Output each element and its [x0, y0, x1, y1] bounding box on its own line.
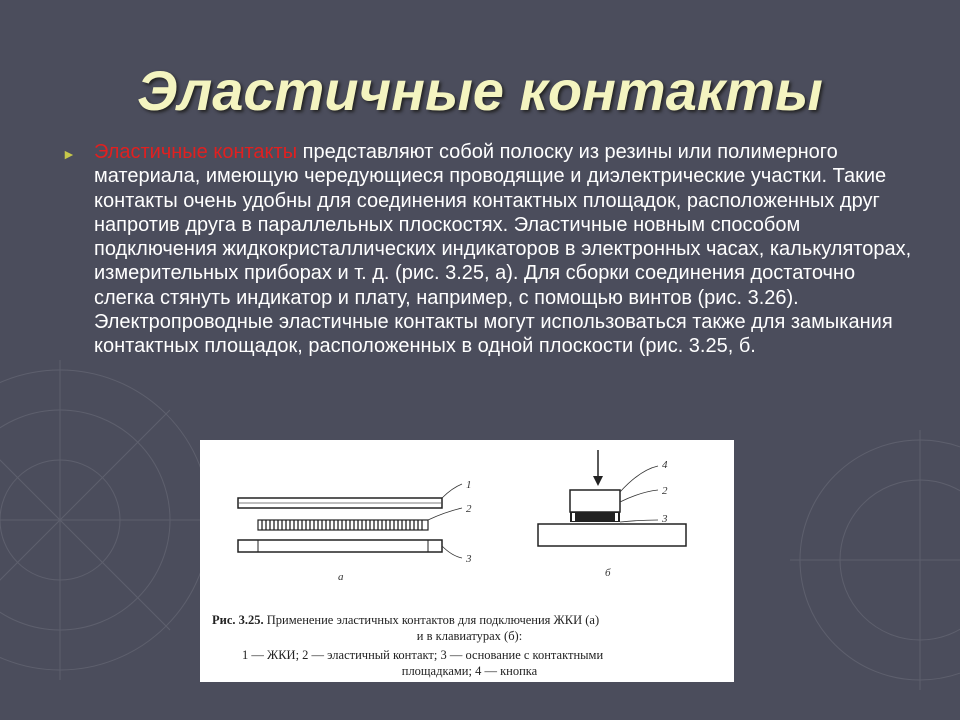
sub-label-b: б: [605, 567, 611, 579]
base-board-b: [538, 524, 686, 546]
label-b-3: 3: [662, 513, 668, 525]
lcd-indicator-strip: [238, 498, 442, 508]
caption-line-2: и в клавиатурах (б):: [416, 629, 523, 643]
sub-label-a: а: [338, 571, 344, 583]
label-b-2: 2: [662, 485, 668, 497]
elastic-contact-strip: [258, 520, 428, 530]
bullet-text: представляют собой полоску из резины или полимерного материала, имеющую чередующиеся проводящие и диэлектрические участки. Такие контакты очень удобны для соединения контактных площадок, расположенных друг напротив друга в параллельных плоскостях. Эластичные новным способом подключения жидкокристаллических индикаторов в электронных часах, калькуляторах, измерительных приборах и т. д. (рис. 3.25, а). Для сборки соединения достаточно слегка стянуть индикатор и плату, например, с помощью винтов (рис. 3.26). Электропроводные эластичные контакты могут использоваться также для замыкания контактных площадок, расположенных в одной плоскости (рис. 3.25, б.: [94, 141, 912, 358]
caption-line-4: площадками; 4 — кнопка: [401, 664, 538, 678]
elastic-contact-block: [570, 512, 620, 522]
label-a-2: 2: [466, 503, 472, 515]
label-a-1: 1: [466, 479, 472, 491]
label-a-3: 3: [466, 553, 472, 565]
figure-3-25: [200, 440, 734, 682]
pressure-arrow-icon: [593, 450, 603, 486]
slide-title: Эластичные контакты: [137, 59, 823, 122]
bullet-paragraph: [94, 140, 914, 359]
figure-caption: [212, 612, 727, 679]
caption-number: Рис. 3.25.: [212, 613, 264, 627]
bullet-arrow-icon: ►: [62, 146, 76, 162]
caption-line-1: Применение эластичных контактов для подключения ЖКИ (а): [263, 613, 600, 627]
base-board-a: [238, 540, 442, 552]
highlighted-term: Эластичные контакты: [94, 141, 298, 163]
caption-line-3: 1 — ЖКИ; 2 — эластичный контакт; 3 — основание с контактными: [242, 648, 604, 662]
button-block: [570, 490, 620, 512]
label-b-4: 4: [662, 459, 668, 471]
